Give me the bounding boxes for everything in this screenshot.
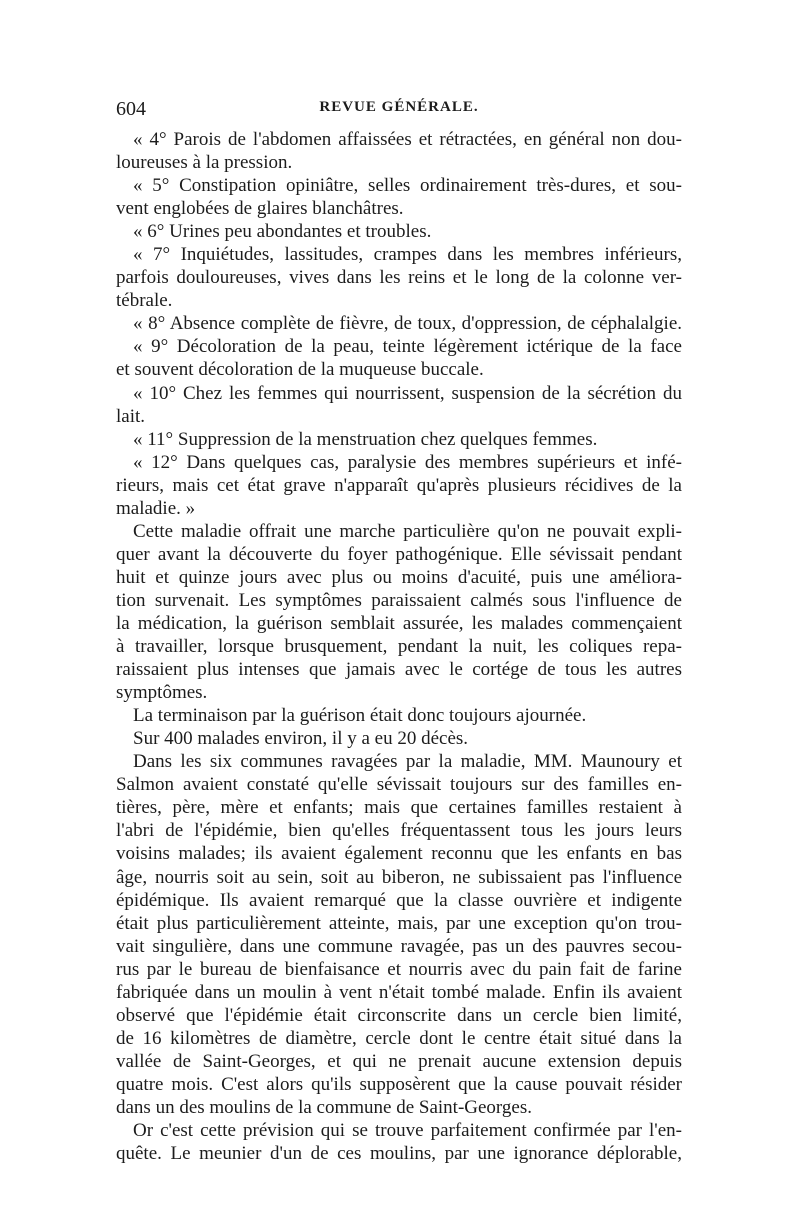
text-line: voisins malades; ils avaient également reconnu que les enfants en bas	[116, 843, 682, 865]
body-text	[116, 128, 682, 1165]
text-line: tébrale.	[116, 290, 173, 312]
page-number: 604	[116, 98, 146, 120]
text-line: épidémique. Ils avaient remarqué que la classe ouvrière et indigente	[116, 889, 682, 911]
text-line: « 12° Dans quelques cas, paralysie des membres supérieurs et infé-	[133, 451, 682, 473]
text-line: de 16 kilomètres de diamètre, cercle dont le centre était situé dans la	[116, 1027, 682, 1049]
text-line: quête. Le meunier d'un de ces moulins, par une ignorance déplorable,	[116, 1143, 682, 1165]
text-line: « 7° Inquiétudes, lassitudes, crampes dans les membres inférieurs,	[133, 244, 682, 266]
text-line: l'abri de l'épidémie, bien qu'elles fréquentassent tous les jours leurs	[116, 820, 682, 842]
text-line: âge, nourris soit au sein, soit au biberon, ne subissaient pas l'influence	[116, 866, 682, 888]
text-line: rus par le bureau de bienfaisance et nourris avec du pain fait de farine	[116, 958, 682, 980]
page-header	[116, 98, 682, 128]
text-line: rieurs, mais cet état grave n'apparaît qu'après plusieurs récidives de la	[116, 474, 682, 496]
text-line: tion survenait. Les symptômes paraissaient calmés sous l'influence de	[116, 589, 682, 611]
text-line: lait.	[116, 405, 146, 427]
text-line: vallée de Saint-Georges, et qui ne prenait aucune extension depuis	[116, 1050, 682, 1072]
text-line: vait singulière, dans une commune ravagée, pas un des pauvres secou-	[116, 935, 682, 957]
text-line: quer avant la découverte du foyer pathogénique. Elle sévissait pendant	[116, 543, 682, 565]
text-line: parfois douloureuses, vives dans les reins et le long de la colonne ver-	[116, 267, 682, 289]
text-line: observé que l'épidémie était circonscrite dans un cercle bien limité,	[116, 1004, 682, 1026]
text-line: « 10° Chez les femmes qui nourrissent, suspension de la sécrétion du	[133, 382, 682, 404]
text-line: « 5° Constipation opiniâtre, selles ordinairement très-dures, et sou-	[133, 175, 682, 197]
text-line: fabriquée dans un moulin à vent n'était tombé malade. Enfin ils avaient	[116, 981, 682, 1003]
text-line: Sur 400 malades environ, il y a eu 20 décès.	[133, 728, 469, 750]
text-line: La terminaison par la guérison était donc toujours ajournée.	[133, 705, 587, 727]
running-title: REVUE GÉNÉRALE.	[319, 99, 479, 115]
text-line: « 9° Décoloration de la peau, teinte légèrement ictérique de la face	[133, 336, 682, 358]
text-line: Salmon avaient constaté qu'elle sévissait toujours sur des familles en-	[116, 774, 682, 796]
text-line: « 11° Suppression de la menstruation chez quelques femmes.	[133, 428, 598, 450]
text-line: et souvent décoloration de la muqueuse buccale.	[116, 359, 484, 381]
text-line: quatre mois. C'est alors qu'ils supposèrent que la cause pouvait résider	[116, 1073, 682, 1095]
text-line: huit et quinze jours avec plus ou moins d'acuité, puis une améliora-	[116, 566, 682, 588]
text-line: dans un des moulins de la commune de Saint-Georges.	[116, 1096, 532, 1118]
text-line: à travailler, lorsque brusquement, pendant la nuit, les coliques repa-	[116, 636, 682, 658]
text-line: maladie. »	[116, 497, 196, 519]
text-line: « 6° Urines peu abondantes et troubles.	[133, 221, 432, 243]
text-line: Dans les six communes ravagées par la maladie, MM. Maunoury et	[133, 751, 682, 773]
text-line: tières, père, mère et enfants; mais que certaines familles restaient à	[116, 797, 682, 819]
text-line: « 4° Parois de l'abdomen affaissées et rétractées, en général non dou-	[133, 129, 682, 150]
text-line: Or c'est cette prévision qui se trouve parfaitement confirmée par l'en-	[133, 1120, 682, 1142]
text-line: loureuses à la pression.	[116, 152, 293, 174]
text-line: « 8° Absence complète de fièvre, de toux, d'oppression, de céphalalgie.	[133, 313, 682, 335]
text-line: symptômes.	[116, 682, 208, 704]
text-line: la médication, la guérison semblait assurée, les malades commençaient	[116, 612, 682, 634]
text-line: vent englobées de glaires blanchâtres.	[116, 198, 404, 220]
text-line: Cette maladie offrait une marche particulière qu'on ne pouvait expli-	[133, 520, 682, 542]
text-line: raissaient plus intenses que jamais avec le cortége de tous les autres	[116, 659, 682, 681]
text-line: était plus particulièrement atteinte, mais, par une exception qu'on trou-	[116, 912, 682, 934]
